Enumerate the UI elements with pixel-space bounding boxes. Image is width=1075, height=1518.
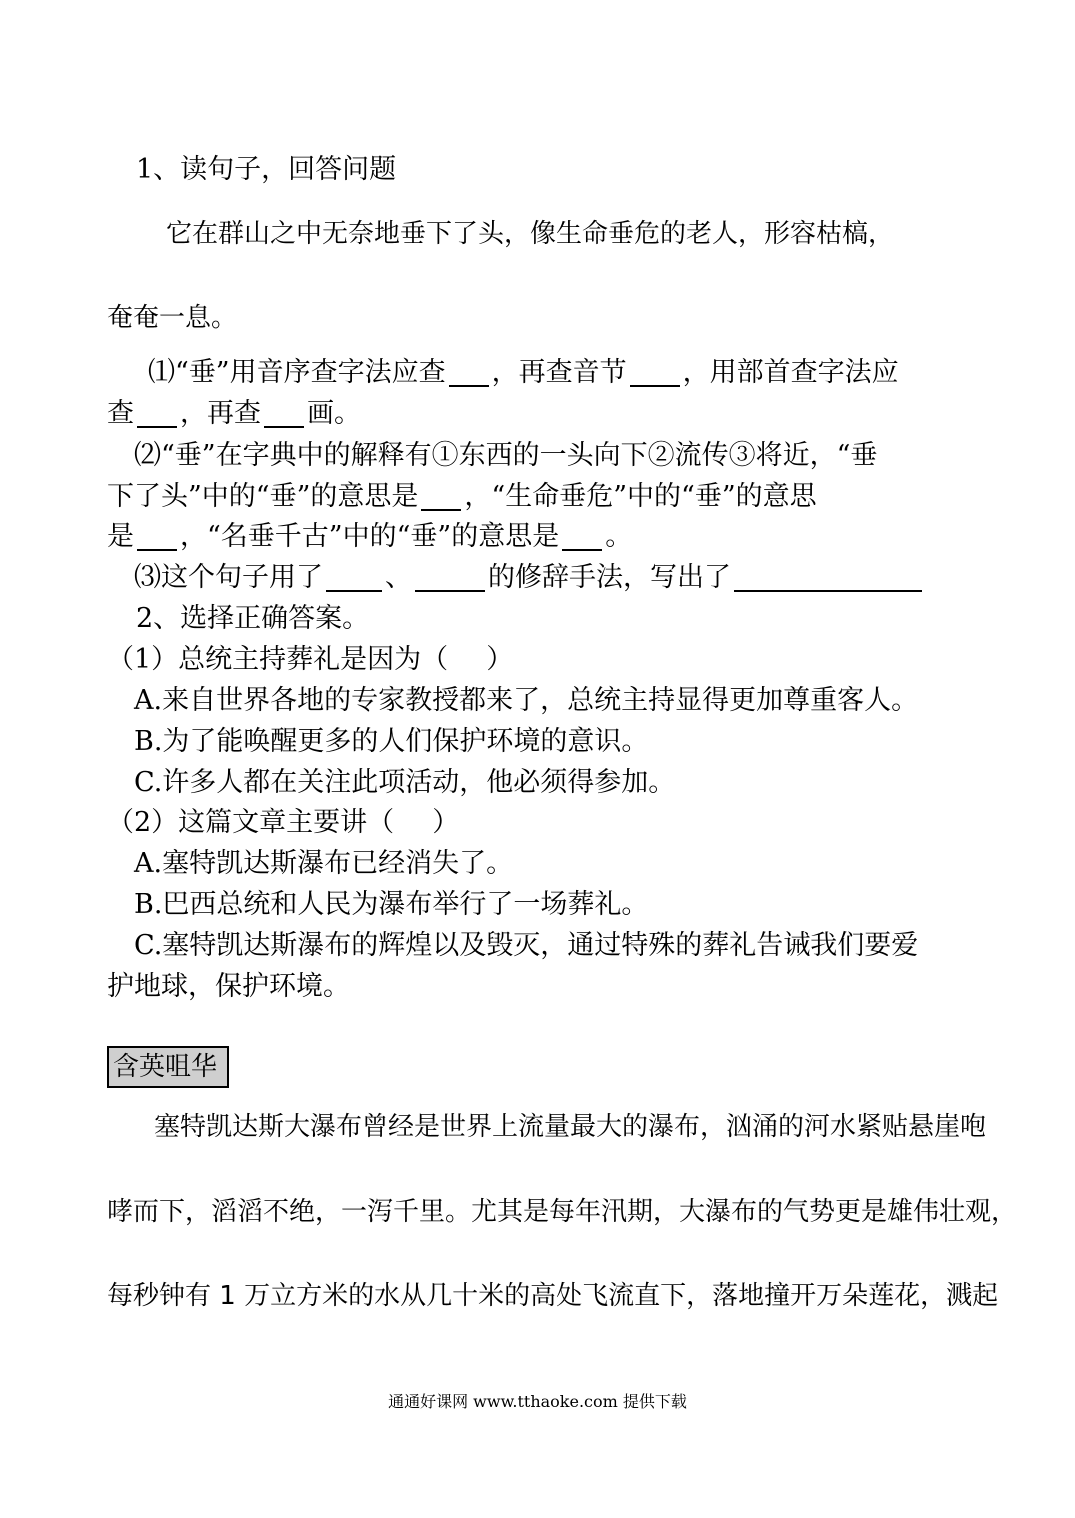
quoted-sentence-line-2: 奄奄一息。 bbox=[107, 303, 238, 333]
answer-blank[interactable] bbox=[630, 359, 680, 387]
reading-paragraph-line-2: 哮而下，滔滔不绝，一泻千里。尤其是每年汛期，大瀑布的气势更是雄伟壮观， bbox=[107, 1197, 1018, 1227]
choice-2-option-c-line-2: 护地球，保护环境。 bbox=[107, 971, 350, 1002]
answer-blank[interactable] bbox=[137, 523, 177, 551]
answer-blank[interactable] bbox=[326, 564, 382, 592]
answer-blank[interactable] bbox=[449, 359, 489, 387]
sub-question-3-line bbox=[134, 558, 925, 598]
sub-question-1-text-e: ，再查 bbox=[180, 398, 261, 429]
sub-question-1-text-b: ，再查音节 bbox=[491, 357, 627, 388]
sub-question-1-text-f: 画。 bbox=[307, 398, 361, 429]
choice-1-option-c: C.许多人都在关注此项活动，他必须得参加。 bbox=[134, 767, 676, 798]
section-header-box bbox=[107, 1046, 229, 1088]
question-2-title: 2、选择正确答案。 bbox=[136, 603, 370, 634]
sub-question-2-line-3 bbox=[107, 517, 632, 557]
choice-question-2-close: ） bbox=[432, 807, 460, 838]
question-1-title: 1、读句子，回答问题 bbox=[136, 154, 397, 185]
sub-question-1-text-a: ⑴“垂”用音序查字法应查 bbox=[148, 357, 446, 388]
sub-question-1-line-2 bbox=[107, 394, 361, 434]
sub-question-3-text-c: 的修辞手法，写出了 bbox=[488, 562, 731, 593]
sub-question-1-text-d: 查 bbox=[107, 398, 134, 429]
choice-1-option-b: B.为了能唤醒更多的人们保护环境的意识。 bbox=[134, 726, 649, 757]
sub-question-2-text-e: ，“名垂千古”中的“垂”的意思是 bbox=[180, 521, 560, 552]
choice-question-1-text: （1）总统主持葬礼是因为（ bbox=[107, 644, 449, 675]
sub-question-3-text-b: 、 bbox=[385, 562, 412, 593]
choice-1-option-a: A.来自世界各地的专家教授都来了，总统主持显得更加尊重客人。 bbox=[134, 685, 919, 716]
reading-paragraph-line-1: 塞特凯达斯大瀑布曾经是世界上流量最大的瀑布，汹涌的河水紧贴悬崖咆 bbox=[154, 1112, 987, 1142]
sub-question-2-text-b: 下了头”中的“垂”的意思是 bbox=[107, 481, 419, 512]
sub-question-1-line-1 bbox=[148, 353, 899, 393]
answer-blank[interactable] bbox=[264, 400, 304, 428]
answer-blank[interactable] bbox=[421, 483, 461, 511]
answer-blank[interactable] bbox=[562, 523, 602, 551]
sub-question-3-text-a: ⑶这个句子用了 bbox=[134, 562, 323, 593]
choice-question-2 bbox=[107, 803, 459, 843]
sub-question-1-text-c: ，用部首查字法应 bbox=[682, 357, 899, 388]
sub-question-2-text-c: ，“生命垂危”中的“垂”的意思 bbox=[464, 481, 817, 512]
choice-2-option-b: B.巴西总统和人民为瀑布举行了一场葬礼。 bbox=[134, 889, 649, 920]
choice-question-1 bbox=[107, 640, 513, 680]
answer-blank[interactable] bbox=[734, 564, 922, 592]
reading-paragraph-line-3: 每秒钟有 1 万立方米的水从几十米的高处飞流直下，落地撞开万朵莲花，溅起 bbox=[107, 1281, 999, 1311]
choice-2-option-c-line-1: C.塞特凯达斯瀑布的辉煌以及毁灭，通过特殊的葬礼告诫我们要爱 bbox=[134, 930, 919, 961]
choice-question-2-text: （2）这篇文章主要讲（ bbox=[107, 807, 395, 838]
quoted-sentence-line-1: 它在群山之中无奈地垂下了头，像生命垂危的老人，形容枯槁， bbox=[166, 219, 895, 249]
answer-blank[interactable] bbox=[415, 564, 485, 592]
page-footer: 通通好课网 www.tthaoke.com 提供下载 bbox=[388, 1392, 687, 1411]
sub-question-2-line-2 bbox=[107, 477, 817, 517]
answer-blank[interactable] bbox=[137, 400, 177, 428]
choice-2-option-a: A.塞特凯达斯瀑布已经消失了。 bbox=[134, 848, 514, 879]
sub-question-2-text-d: 是 bbox=[107, 521, 134, 552]
section-title: 含英咀华 bbox=[113, 1052, 218, 1082]
choice-question-1-close: ） bbox=[486, 644, 514, 675]
sub-question-2-text-f: 。 bbox=[605, 521, 633, 552]
sub-question-2-line-1: ⑵“垂”在字典中的解释有①东西的一头向下②流传③将近，“垂 bbox=[134, 440, 878, 471]
